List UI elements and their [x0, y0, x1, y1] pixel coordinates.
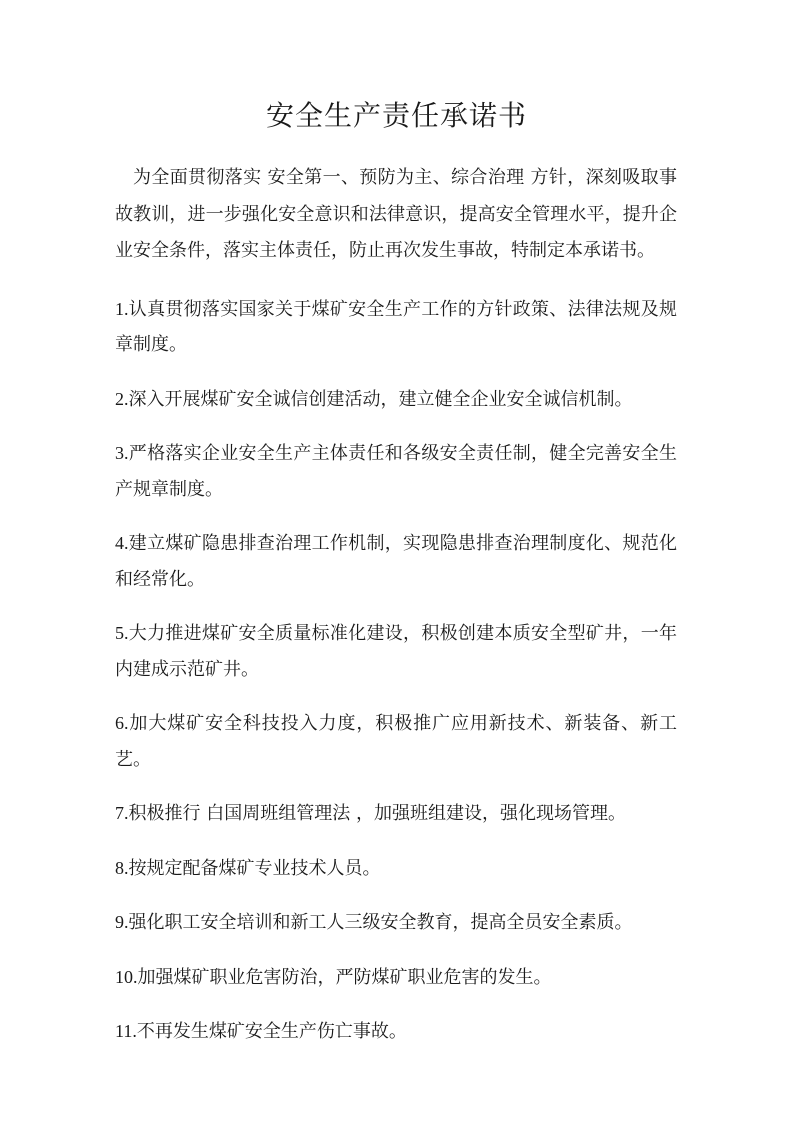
item-number: 7. — [115, 803, 129, 823]
commitment-item-6 — [115, 706, 677, 777]
item-text: 认真贯彻落实国家关于煤矿安全生产工作的方针政策、法律法规及规章制度。 — [115, 298, 677, 355]
item-number: 9. — [115, 912, 129, 932]
item-number: 2. — [115, 388, 129, 409]
commitment-item-5 — [115, 616, 677, 687]
commitment-item-10 — [115, 960, 677, 996]
commitment-item-7 — [115, 796, 677, 832]
item-text: 加大煤矿安全科技投入力度，积极推广应用新技术、新装备、新工艺。 — [115, 713, 677, 770]
item-number: 11. — [115, 1021, 137, 1041]
item-text: 强化职工安全培训和新工人三级安全教育，提高全员安全素质。 — [128, 912, 633, 933]
document-body — [115, 160, 677, 1069]
item-number: 3. — [115, 443, 129, 463]
item-text: 建立煤矿隐患排查治理工作机制，实现隐患排查治理制度化、规范化和经常化。 — [115, 533, 677, 590]
document-title: 安全生产责任承诺书 — [265, 99, 527, 132]
item-number: 8. — [115, 857, 129, 878]
commitment-item-9 — [115, 905, 677, 941]
item-number: 1. — [115, 298, 129, 319]
item-text: 大力推进煤矿安全质量标准化建设，积极创建本质安全型矿井，一年内建成示范矿井。 — [115, 623, 677, 680]
item-text: 严格落实企业安全生产主体责任和各级安全责任制，健全完善安全生产规章制度。 — [115, 443, 677, 500]
item-text: 按规定配备煤矿专业技术人员。 — [128, 857, 381, 879]
item-number: 10. — [115, 966, 138, 987]
commitment-item-3 — [115, 436, 677, 507]
commitment-item-8 — [115, 851, 677, 887]
item-text: 不再发生煤矿安全生产伤亡事故。 — [136, 1021, 407, 1042]
item-text: 积极推行 白国周班组管理法 ，加强班组建设，强化现场管理。 — [128, 803, 626, 824]
item-text: 加强煤矿职业危害防治，严防煤矿职业危害的发生。 — [137, 966, 552, 988]
intro-paragraph: 为全面贯彻落实 安全第一、预防为主、综合治理 方针，深刻吸取事故教训，进一步强化安全意识和法律意识，提高安全管理水平，提升企业安全条件，落实主体责任，防止再次发生事故，特制定本承诺书。 — [115, 167, 677, 261]
item-number: 5. — [115, 623, 129, 643]
item-text: 深入开展煤矿安全诚信创建活动，建立健全企业安全诚信机制。 — [128, 388, 633, 410]
commitment-item-2 — [115, 382, 677, 418]
item-number: 4. — [115, 533, 129, 553]
commitment-item-11 — [115, 1014, 677, 1050]
commitment-item-4 — [115, 526, 677, 597]
item-number: 6. — [115, 713, 129, 733]
commitment-item-1 — [115, 292, 677, 363]
